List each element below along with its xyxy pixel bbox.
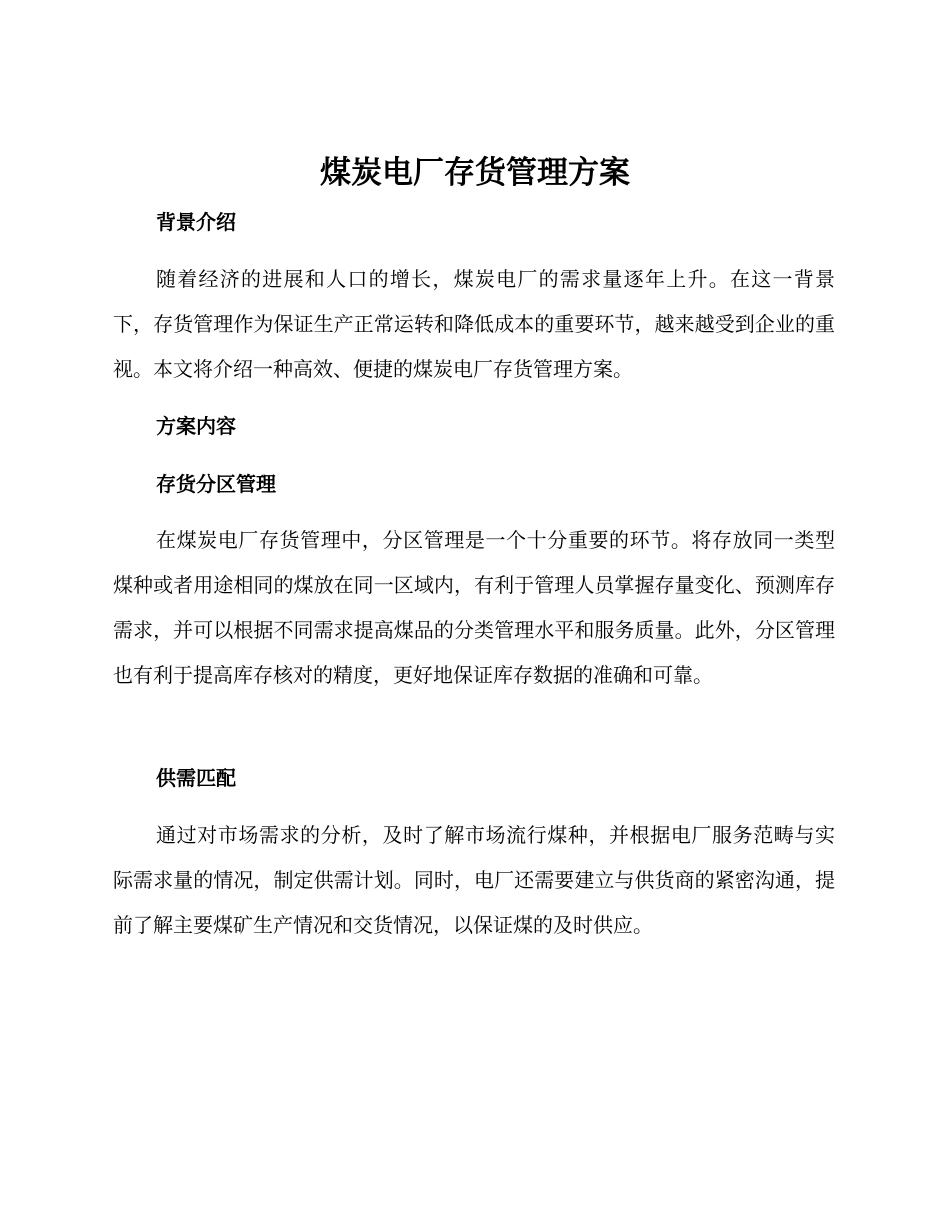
section-heading-plan-content: 方案内容: [156, 414, 236, 438]
paragraph-zone-management: 在煤炭电厂存货管理中，分区管理是一个十分重要的环节。将存放同一类型煤种或者用途相同的煤放在同一区域内，有利于管理人员掌握存量变化、预测库存需求，并可以根据不同需求提高煤品的分类管理水平和服务质量。此外，分区管理也有利于提高库存核对的精度，更好地保证库存数据的准确和可靠。: [113, 528, 835, 687]
page-title: 煤炭电厂存货管理方案: [320, 155, 630, 191]
paragraph-supply-demand: 通过对市场需求的分析，及时了解市场流行煤种，并根据电厂服务范畴与实际需求量的情况，制定供需计划。同时，电厂还需要建立与供货商的紧密沟通，提前了解主要煤矿生产情况和交货情况，以保证煤的及时供应。: [113, 823, 835, 937]
section-heading-zone-management: 存货分区管理: [156, 472, 276, 496]
section-heading-supply-demand: 供需匹配: [156, 766, 236, 790]
section-heading-background: 背景介绍: [156, 210, 236, 234]
paragraph-background: 随着经济的进展和人口的增长，煤炭电厂的需求量逐年上升。在这一背景下，存货管理作为保证生产正常运转和降低成本的重要环节，越来越受到企业的重视。本文将介绍一种高效、便捷的煤炭电厂存货管理方案。: [113, 267, 835, 381]
